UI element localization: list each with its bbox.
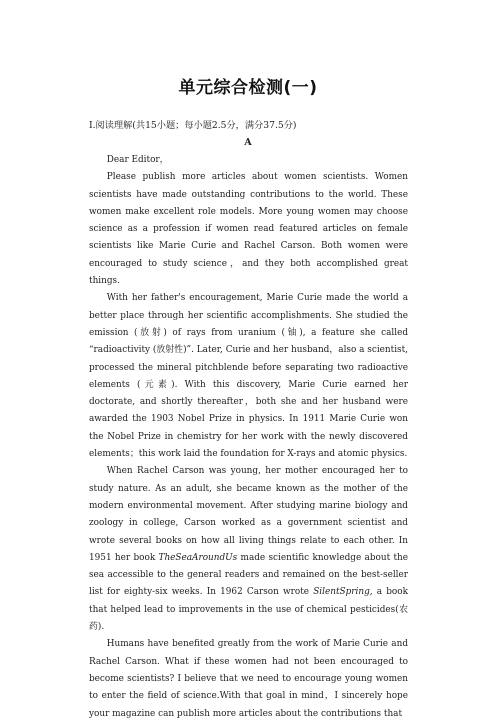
section-heading: Ⅰ.阅读理解(共15小题；每小题2.5分，满分37.5分) — [89, 120, 297, 131]
book-title-silent-spring: SilentSpring, — [313, 587, 373, 598]
paragraph-conclusion: Humans have benefited greatly from the work of Marie Curie and Rachel Carson. What if these women had not been encouraged to become scientists? I believe that we need to encourage young women to enter the field of science.With that goal in mind，I sincerely hope your magazine can publish more articles about the contributions that — [89, 639, 408, 719]
book-title-sea-around-us: TheSeaAroundUs — [158, 552, 238, 563]
carson-text-3: a book that helped lead to improvements in the use of chemical pesticides(农药). — [89, 587, 408, 633]
salutation: Dear Editor， — [106, 155, 169, 165]
carson-text-1: When Rachel Carson was young, her mother encouraged her to study nature. As an adult, she became known as the mother of the modern environmental movement. After studying marine biology and zoology in college, Carson worked as a government scientist and wrote several books on how all living things relate to each other. In 1951 her book — [89, 466, 408, 563]
paragraph-intro: Please publish more articles about women scientists. Women scientists have made outstanding contributions to the world. These women make excellent role models. More young women may choose science as a profession if women read featured articles on female scientists like Marie Curie and Rachel Carson. Both women were encouraged to study science，and they both accomplished great things. — [89, 172, 408, 287]
passage-body — [89, 152, 408, 723]
paragraph-curie: With her father's encouragement, Marie Curie made the world a better place through her scientific accomplishments. She studied the emission (放射) of rays from uranium (铀), a feature she called “radioactivity (放射性)”. Later, Curie and her husband，also a scientist, processed the mineral pitchblende before separating two radioactive elements (元素). With this discovery, Marie Curie earned her doctorate, and shortly thereafter，both she and her husband were awarded the 1903 Nobel Prize in physics. In 1911 Marie Curie won the Nobel Prize in chemistry for her work with the newly discovered elements；this work laid the foundation for X-rays and atomic physics. — [89, 293, 408, 460]
page-title: 单元综合检测(一) — [178, 78, 318, 98]
carson-text-2: made scientific knowledge about the sea accessible to the general readers and remained on the best-seller list for eighty-six weeks. In 1962 Carson wrote — [89, 552, 408, 598]
paragraph-carson — [89, 463, 408, 636]
passage-label: A — [244, 137, 252, 148]
